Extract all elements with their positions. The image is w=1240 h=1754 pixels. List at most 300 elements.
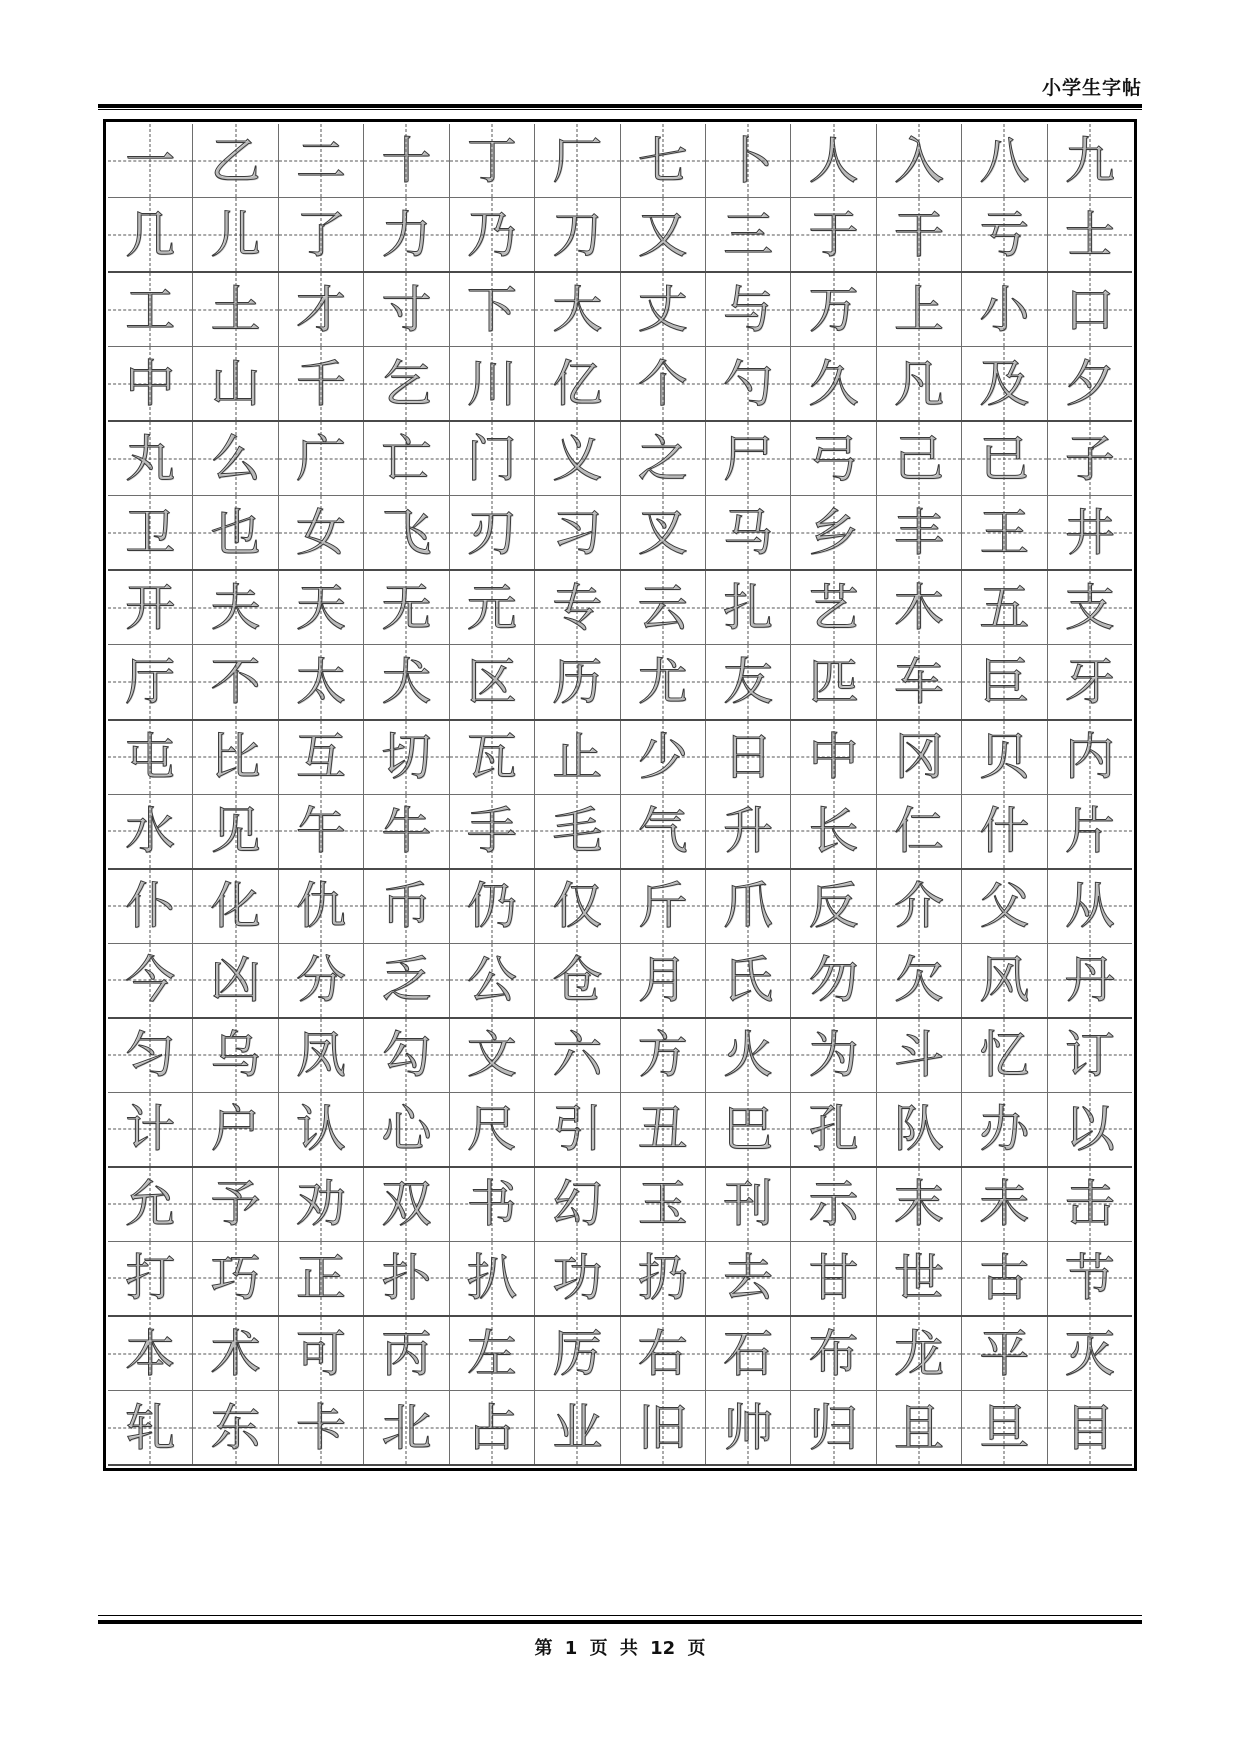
character-cell[interactable]: [364, 496, 449, 569]
grid-row: [108, 1093, 1132, 1168]
character-cell[interactable]: [108, 1317, 193, 1390]
practice-character: 巴: [723, 1100, 774, 1159]
character-cell[interactable]: [1048, 1168, 1132, 1241]
character-cell[interactable]: [706, 1317, 791, 1390]
character-cell[interactable]: [108, 496, 193, 569]
character-cell[interactable]: [706, 1019, 791, 1092]
character-cell[interactable]: [535, 1391, 620, 1464]
character-cell[interactable]: [535, 795, 620, 868]
character-cell[interactable]: [450, 571, 535, 644]
character-cell[interactable]: [962, 347, 1047, 420]
practice-character: 木: [894, 578, 944, 637]
character-cell[interactable]: [706, 721, 791, 794]
character-cell[interactable]: [791, 347, 876, 420]
character-cell[interactable]: [193, 124, 278, 197]
character-cell[interactable]: [364, 1093, 449, 1166]
character-cell[interactable]: [1048, 944, 1132, 1017]
grid-row: [108, 198, 1132, 273]
character-cell[interactable]: [621, 1168, 706, 1241]
character-cell[interactable]: [962, 795, 1047, 868]
character-cell[interactable]: [962, 1093, 1047, 1166]
character-cell[interactable]: [535, 273, 620, 346]
practice-character: 仍: [466, 877, 517, 936]
character-cell[interactable]: [193, 496, 278, 569]
character-cell[interactable]: [450, 1019, 535, 1092]
character-cell[interactable]: [193, 1168, 278, 1241]
character-cell[interactable]: [364, 422, 449, 495]
character-cell[interactable]: [962, 422, 1047, 495]
character-cell[interactable]: [877, 124, 962, 197]
practice-character: 飞: [381, 503, 432, 562]
character-cell[interactable]: [706, 944, 791, 1017]
character-cell[interactable]: [535, 198, 620, 271]
character-cell[interactable]: [1048, 571, 1132, 644]
character-cell[interactable]: [877, 1168, 962, 1241]
character-cell[interactable]: [108, 1391, 193, 1464]
practice-character: 引: [552, 1100, 603, 1159]
character-cell[interactable]: [877, 347, 962, 420]
character-cell[interactable]: [1048, 1019, 1132, 1092]
character-cell[interactable]: [450, 1391, 535, 1464]
character-cell[interactable]: [962, 944, 1047, 1017]
character-cell[interactable]: [364, 944, 449, 1017]
practice-character: 龙: [894, 1324, 944, 1383]
character-cell[interactable]: [791, 124, 876, 197]
character-cell[interactable]: [108, 870, 193, 943]
character-cell[interactable]: [108, 124, 193, 197]
character-cell[interactable]: [706, 1242, 791, 1315]
practice-character: 牙: [1064, 652, 1115, 711]
character-cell[interactable]: [193, 571, 278, 644]
character-cell[interactable]: [706, 198, 791, 271]
character-cell[interactable]: [877, 496, 962, 569]
character-cell[interactable]: [877, 1093, 962, 1166]
character-cell[interactable]: [279, 645, 364, 718]
practice-character: 夕: [1064, 354, 1115, 413]
character-cell[interactable]: [279, 1093, 364, 1166]
character-cell[interactable]: [450, 347, 535, 420]
practice-character: 去: [723, 1249, 774, 1308]
character-cell[interactable]: [450, 1168, 535, 1241]
practice-character: 方: [637, 1026, 688, 1085]
character-cell[interactable]: [621, 1317, 706, 1390]
character-cell[interactable]: [279, 944, 364, 1017]
character-cell[interactable]: [364, 1168, 449, 1241]
character-cell[interactable]: [791, 422, 876, 495]
practice-character: 见: [210, 802, 261, 861]
practice-character: 门: [466, 429, 517, 488]
character-cell[interactable]: [450, 273, 535, 346]
practice-character: 片: [1064, 802, 1115, 861]
character-cell[interactable]: [791, 1242, 876, 1315]
character-cell[interactable]: [621, 721, 706, 794]
character-cell[interactable]: [962, 198, 1047, 271]
practice-character: 打: [125, 1249, 176, 1308]
character-cell[interactable]: [279, 795, 364, 868]
character-cell[interactable]: [877, 422, 962, 495]
character-cell[interactable]: [791, 571, 876, 644]
character-cell[interactable]: [877, 1317, 962, 1390]
practice-character: 区: [466, 652, 517, 711]
character-cell[interactable]: [364, 721, 449, 794]
character-cell[interactable]: [1048, 1242, 1132, 1315]
character-cell[interactable]: [364, 347, 449, 420]
character-cell[interactable]: [450, 1242, 535, 1315]
character-cell[interactable]: [108, 645, 193, 718]
character-cell[interactable]: [621, 1019, 706, 1092]
page-title: 小学生字帖: [1041, 77, 1142, 99]
character-cell[interactable]: [1048, 124, 1132, 197]
character-cell[interactable]: [193, 870, 278, 943]
character-cell[interactable]: [450, 795, 535, 868]
character-cell[interactable]: [791, 870, 876, 943]
practice-character: 几: [125, 205, 176, 264]
character-cell[interactable]: [279, 721, 364, 794]
character-cell[interactable]: [450, 1317, 535, 1390]
practice-character: 为: [808, 1026, 859, 1085]
character-cell[interactable]: [621, 645, 706, 718]
character-cell[interactable]: [621, 870, 706, 943]
character-cell[interactable]: [279, 496, 364, 569]
character-cell[interactable]: [193, 795, 278, 868]
character-cell[interactable]: [621, 571, 706, 644]
practice-character: 止: [552, 728, 603, 787]
character-cell[interactable]: [108, 1242, 193, 1315]
character-cell[interactable]: [791, 1317, 876, 1390]
character-cell[interactable]: [535, 721, 620, 794]
practice-character: 凤: [296, 1026, 347, 1085]
character-cell[interactable]: [364, 645, 449, 718]
character-cell[interactable]: [621, 496, 706, 569]
character-cell[interactable]: [279, 1317, 364, 1390]
character-cell[interactable]: [706, 870, 791, 943]
character-cell[interactable]: [1048, 422, 1132, 495]
practice-character: 开: [125, 578, 176, 637]
character-cell[interactable]: [279, 1391, 364, 1464]
character-cell[interactable]: [535, 1019, 620, 1092]
character-cell[interactable]: [108, 944, 193, 1017]
character-cell[interactable]: [535, 422, 620, 495]
character-cell[interactable]: [279, 1168, 364, 1241]
grid-row: [108, 944, 1132, 1019]
character-cell[interactable]: [621, 273, 706, 346]
character-cell[interactable]: [1048, 721, 1132, 794]
practice-character: 川: [466, 354, 517, 413]
character-cell[interactable]: [450, 944, 535, 1017]
character-cell[interactable]: [108, 347, 193, 420]
character-cell[interactable]: [108, 571, 193, 644]
practice-character: 十: [381, 131, 432, 190]
character-cell[interactable]: [193, 1242, 278, 1315]
character-cell[interactable]: [791, 721, 876, 794]
character-cell[interactable]: [706, 347, 791, 420]
character-cell[interactable]: [108, 721, 193, 794]
character-cell[interactable]: [706, 1391, 791, 1464]
character-cell[interactable]: [535, 347, 620, 420]
character-cell[interactable]: [535, 870, 620, 943]
character-cell[interactable]: [962, 721, 1047, 794]
character-cell[interactable]: [1048, 1093, 1132, 1166]
practice-character: 牛: [381, 802, 432, 861]
character-cell[interactable]: [791, 645, 876, 718]
character-cell[interactable]: [962, 1019, 1047, 1092]
practice-character: 且: [894, 1398, 944, 1457]
practice-character: 习: [552, 503, 603, 562]
character-cell[interactable]: [621, 1391, 706, 1464]
character-cell[interactable]: [791, 1168, 876, 1241]
character-cell[interactable]: [364, 571, 449, 644]
character-cell[interactable]: [535, 1242, 620, 1315]
character-cell[interactable]: [193, 1093, 278, 1166]
practice-character: 犬: [381, 652, 432, 711]
practice-character: 认: [296, 1100, 347, 1159]
character-cell[interactable]: [279, 1019, 364, 1092]
character-cell[interactable]: [877, 721, 962, 794]
character-cell[interactable]: [364, 198, 449, 271]
practice-character: 左: [466, 1324, 517, 1383]
character-cell[interactable]: [962, 571, 1047, 644]
character-cell[interactable]: [1048, 1317, 1132, 1390]
character-cell[interactable]: [279, 273, 364, 346]
character-cell[interactable]: [193, 944, 278, 1017]
character-cell[interactable]: [535, 1093, 620, 1166]
character-cell[interactable]: [877, 944, 962, 1017]
character-cell[interactable]: [364, 1242, 449, 1315]
practice-character: 也: [210, 503, 261, 562]
character-cell[interactable]: [1048, 645, 1132, 718]
practice-character: 夫: [210, 578, 261, 637]
practice-character: 从: [1064, 877, 1115, 936]
character-cell[interactable]: [962, 1391, 1047, 1464]
character-cell[interactable]: [364, 273, 449, 346]
character-cell[interactable]: [193, 198, 278, 271]
practice-character: 亿: [552, 354, 603, 413]
practice-character: 切: [381, 728, 432, 787]
practice-character: 刃: [466, 503, 517, 562]
character-cell[interactable]: [962, 1168, 1047, 1241]
character-cell[interactable]: [364, 1317, 449, 1390]
character-cell[interactable]: [450, 198, 535, 271]
character-cell[interactable]: [791, 496, 876, 569]
practice-character: 反: [808, 877, 859, 936]
character-cell[interactable]: [621, 124, 706, 197]
character-cell[interactable]: [108, 273, 193, 346]
character-cell[interactable]: [791, 944, 876, 1017]
character-cell[interactable]: [706, 1168, 791, 1241]
character-cell[interactable]: [279, 198, 364, 271]
character-cell[interactable]: [621, 1242, 706, 1315]
character-cell[interactable]: [193, 721, 278, 794]
practice-character: 儿: [210, 205, 261, 264]
character-cell[interactable]: [450, 1093, 535, 1166]
practice-character: 么: [210, 429, 261, 488]
character-cell[interactable]: [450, 422, 535, 495]
practice-character: 以: [1064, 1100, 1115, 1159]
character-cell[interactable]: [279, 347, 364, 420]
character-cell[interactable]: [621, 198, 706, 271]
character-cell[interactable]: [706, 645, 791, 718]
practice-character: 口: [1064, 280, 1115, 339]
character-cell[interactable]: [962, 1317, 1047, 1390]
practice-character: 五: [979, 578, 1030, 637]
practice-character: 专: [552, 578, 603, 637]
character-cell[interactable]: [706, 496, 791, 569]
character-cell[interactable]: [1048, 496, 1132, 569]
character-cell[interactable]: [791, 795, 876, 868]
character-cell[interactable]: [450, 645, 535, 718]
practice-character: 扒: [466, 1249, 517, 1308]
character-cell[interactable]: [193, 645, 278, 718]
practice-character: 之: [637, 429, 688, 488]
character-cell[interactable]: [108, 1168, 193, 1241]
character-cell[interactable]: [706, 1093, 791, 1166]
character-cell[interactable]: [706, 124, 791, 197]
character-cell[interactable]: [193, 273, 278, 346]
practice-character: 了: [296, 205, 347, 264]
practice-character: 允: [125, 1175, 176, 1234]
practice-character: 击: [1064, 1175, 1115, 1234]
character-cell[interactable]: [791, 1019, 876, 1092]
practice-character: 乌: [210, 1026, 261, 1085]
character-cell[interactable]: [108, 795, 193, 868]
practice-character: 友: [723, 652, 774, 711]
practice-character: 丹: [1064, 951, 1115, 1010]
practice-character: 灭: [1064, 1324, 1115, 1383]
grid-row: [108, 1317, 1132, 1391]
practice-character: 化: [210, 877, 261, 936]
character-cell[interactable]: [706, 273, 791, 346]
character-cell[interactable]: [791, 1391, 876, 1464]
character-cell[interactable]: [706, 571, 791, 644]
page-indicator-prefix: 第: [534, 1638, 553, 1659]
character-cell[interactable]: [1048, 198, 1132, 271]
practice-character: 世: [894, 1249, 944, 1308]
character-cell[interactable]: [1048, 273, 1132, 346]
character-cell[interactable]: [621, 795, 706, 868]
practice-character: 亡: [381, 429, 432, 488]
practice-character: 六: [552, 1026, 603, 1085]
character-cell[interactable]: [877, 198, 962, 271]
practice-character: 少: [637, 728, 688, 787]
character-cell[interactable]: [193, 1391, 278, 1464]
character-cell[interactable]: [450, 496, 535, 569]
character-cell[interactable]: [364, 124, 449, 197]
practice-character: 大: [552, 280, 603, 339]
character-cell[interactable]: [877, 870, 962, 943]
grid-row: [108, 721, 1132, 795]
character-cell[interactable]: [877, 645, 962, 718]
character-cell[interactable]: [706, 795, 791, 868]
practice-character: 比: [210, 728, 261, 787]
character-cell[interactable]: [877, 1391, 962, 1464]
character-cell[interactable]: [535, 124, 620, 197]
character-cell[interactable]: [450, 124, 535, 197]
character-cell[interactable]: [193, 1317, 278, 1390]
character-cell[interactable]: [877, 273, 962, 346]
practice-character: 幻: [552, 1175, 603, 1234]
character-cell[interactable]: [962, 645, 1047, 718]
character-cell[interactable]: [279, 124, 364, 197]
character-cell[interactable]: [108, 1093, 193, 1166]
character-cell[interactable]: [193, 347, 278, 420]
character-cell[interactable]: [962, 1242, 1047, 1315]
character-cell[interactable]: [621, 347, 706, 420]
character-cell[interactable]: [877, 1019, 962, 1092]
character-cell[interactable]: [279, 870, 364, 943]
character-cell[interactable]: [193, 1019, 278, 1092]
character-cell[interactable]: [364, 1391, 449, 1464]
character-cell[interactable]: [535, 496, 620, 569]
practice-character: 术: [210, 1324, 261, 1383]
character-cell[interactable]: [279, 1242, 364, 1315]
character-cell[interactable]: [962, 870, 1047, 943]
practice-character: 士: [1064, 205, 1115, 264]
practice-character: 可: [296, 1324, 347, 1383]
character-cell[interactable]: [279, 571, 364, 644]
page-indicator-total-prefix: 共: [619, 1638, 638, 1659]
character-cell[interactable]: [877, 795, 962, 868]
character-cell[interactable]: [279, 422, 364, 495]
character-cell[interactable]: [108, 198, 193, 271]
practice-character: 小: [979, 280, 1030, 339]
practice-character: 示: [808, 1175, 859, 1234]
character-cell[interactable]: [535, 1317, 620, 1390]
grid-row: [108, 571, 1132, 645]
practice-character: 三: [723, 205, 774, 264]
practice-character: 乙: [210, 131, 261, 190]
practice-character: 旦: [979, 1398, 1030, 1457]
character-cell[interactable]: [1048, 1391, 1132, 1464]
character-cell[interactable]: [1048, 870, 1132, 943]
character-cell[interactable]: [193, 422, 278, 495]
character-cell[interactable]: [621, 422, 706, 495]
grid-row: [108, 496, 1132, 571]
practice-character: 子: [1064, 429, 1115, 488]
character-cell[interactable]: [962, 496, 1047, 569]
character-cell[interactable]: [364, 870, 449, 943]
character-cell[interactable]: [535, 645, 620, 718]
character-cell[interactable]: [535, 944, 620, 1017]
character-cell[interactable]: [706, 422, 791, 495]
character-cell[interactable]: [791, 198, 876, 271]
practice-character: 瓦: [466, 728, 517, 787]
character-cell[interactable]: [535, 571, 620, 644]
practice-character: 万: [808, 280, 859, 339]
character-cell[interactable]: [962, 124, 1047, 197]
character-cell[interactable]: [364, 795, 449, 868]
character-cell[interactable]: [877, 1242, 962, 1315]
character-cell[interactable]: [1048, 347, 1132, 420]
character-cell[interactable]: [1048, 795, 1132, 868]
character-cell[interactable]: [535, 1168, 620, 1241]
character-cell[interactable]: [108, 1019, 193, 1092]
practice-character: 人: [808, 131, 859, 190]
character-cell[interactable]: [791, 273, 876, 346]
character-cell[interactable]: [450, 721, 535, 794]
character-cell[interactable]: [877, 571, 962, 644]
footer-divider: [98, 1620, 1142, 1624]
character-cell[interactable]: [108, 422, 193, 495]
character-cell[interactable]: [621, 944, 706, 1017]
practice-character: 心: [381, 1100, 432, 1159]
character-cell[interactable]: [450, 870, 535, 943]
character-cell[interactable]: [791, 1093, 876, 1166]
character-cell[interactable]: [364, 1019, 449, 1092]
character-cell[interactable]: [962, 273, 1047, 346]
practice-character: 尤: [637, 652, 688, 711]
grid-row: [108, 273, 1132, 347]
character-cell[interactable]: [621, 1093, 706, 1166]
